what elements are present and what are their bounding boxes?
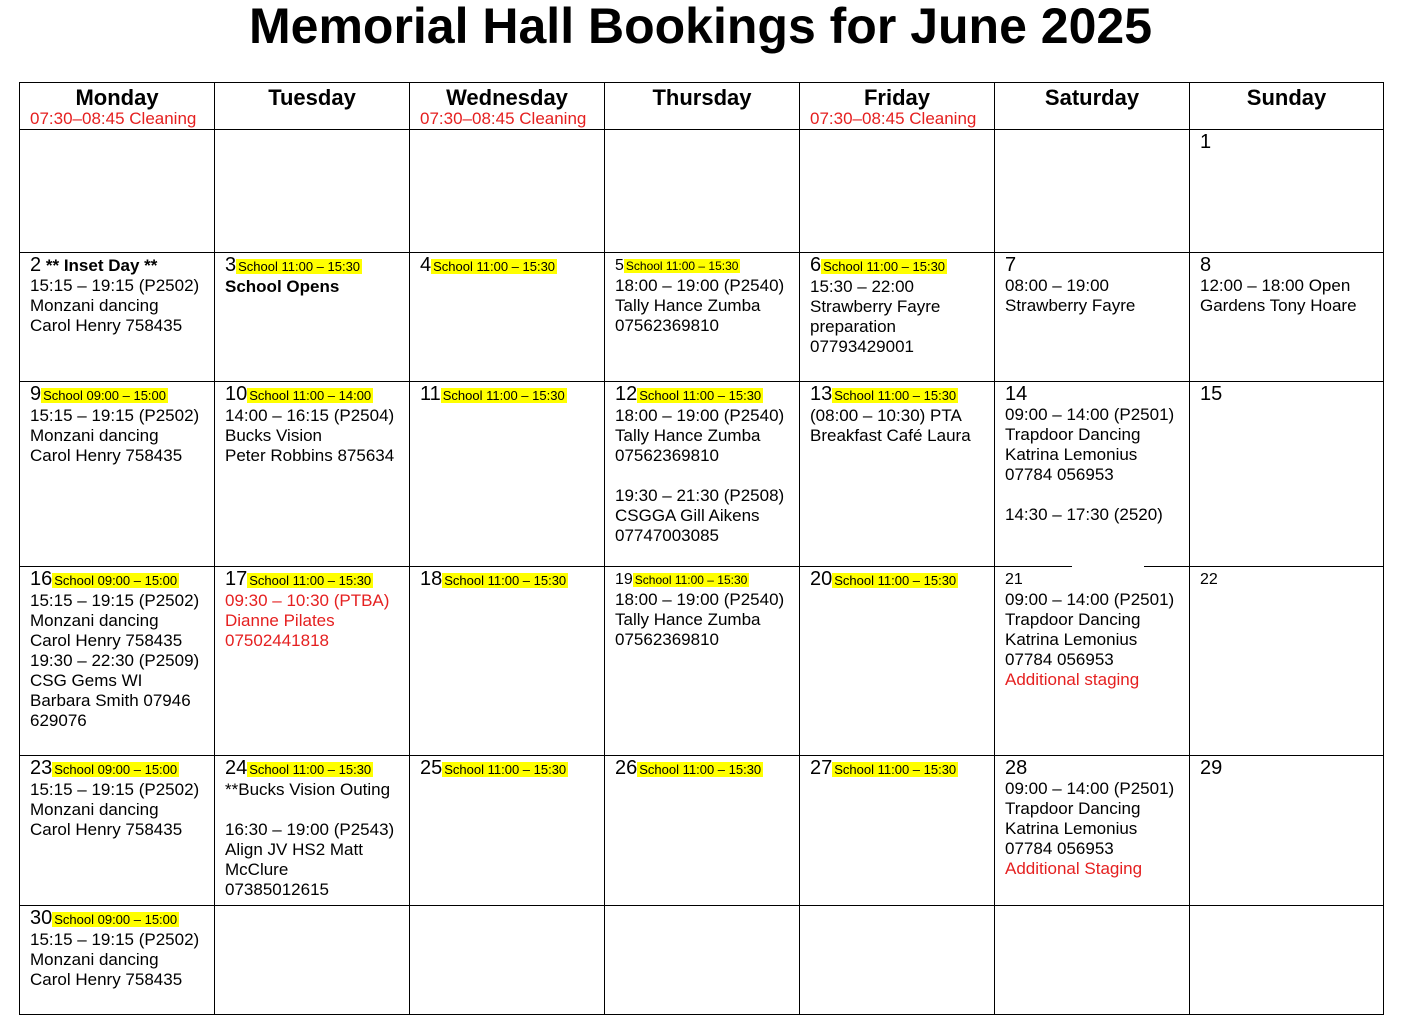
cleaning-note: 07:30–08:45 Cleaning	[420, 109, 587, 128]
week-row	[20, 130, 1384, 253]
school-hours-badge: School 11:00 – 14:00	[249, 388, 372, 403]
booking-line: Katrina Lemonius	[1005, 630, 1138, 649]
school-hours-badge: School 11:00 – 15:30	[639, 762, 762, 777]
booking-line: CSG Gems WI	[30, 671, 143, 690]
page-title: Memorial Hall Bookings for June 2025	[248, 0, 1153, 54]
booking-line: 19:30 – 21:30 (P2508)	[615, 486, 785, 505]
week-row	[20, 253, 1384, 382]
correction-mark	[1072, 563, 1144, 571]
empty-cell	[410, 130, 605, 253]
school-hours-badge: School 11:00 – 15:30	[639, 388, 762, 403]
booking-line: Gardens Tony Hoare	[1200, 296, 1357, 315]
booking-line: 12:00 – 18:00 Open	[1200, 276, 1351, 295]
day-number: 20	[810, 568, 833, 590]
day-cell-7	[995, 253, 1190, 382]
booking-line: 16:30 – 19:00 (P2543)	[225, 820, 395, 839]
spacer	[225, 800, 403, 820]
day-cell-13	[800, 382, 995, 567]
booking-line-red: Dianne Pilates	[225, 611, 335, 630]
day-cell-30	[20, 906, 215, 1015]
cleaning-note: 07:30–08:45 Cleaning	[30, 109, 197, 128]
weekday-name: Wednesday	[446, 85, 568, 110]
day-heading: School Opens	[225, 277, 340, 296]
day-number: 12	[615, 383, 638, 405]
booking-line: 14:00 – 16:15 (P2504)	[225, 406, 395, 425]
school-hours-badge: School 11:00 – 15:30	[823, 259, 946, 274]
day-number: 25	[420, 757, 443, 779]
day-number: 4	[420, 254, 432, 276]
day-cell-1	[1190, 130, 1384, 253]
weekday-header-tuesday	[215, 83, 410, 130]
weekday-name: Sunday	[1246, 85, 1327, 110]
day-cell-26	[605, 756, 800, 906]
booking-line: 15:15 – 19:15 (P2502)	[30, 276, 200, 295]
day-number: 2	[30, 254, 42, 276]
empty-cell	[20, 130, 215, 253]
day-cell-2	[20, 253, 215, 382]
booking-line: 07784 056953	[1005, 465, 1114, 484]
booking-line: Monzani dancing	[30, 296, 159, 315]
day-cell-16	[20, 567, 215, 756]
day-cell-17	[215, 567, 410, 756]
booking-line: Strawberry Fayre	[1005, 296, 1136, 315]
weekday-name: Thursday	[652, 85, 752, 110]
day-number: 14	[1005, 383, 1028, 405]
day-cell-20	[800, 567, 995, 756]
day-heading: ** Inset Day **	[45, 256, 158, 275]
school-hours-badge: School 09:00 – 15:00	[54, 573, 178, 588]
weekday-header-wednesday	[410, 83, 605, 130]
day-number: 16	[30, 568, 53, 590]
booking-line: Monzani dancing	[30, 950, 159, 969]
school-hours-badge: School 11:00 – 15:30	[834, 762, 957, 777]
day-cell-14	[995, 382, 1190, 567]
week-row	[20, 906, 1384, 1015]
school-hours-badge: School 11:00 – 15:30	[442, 388, 565, 403]
day-cell-5	[605, 253, 800, 382]
day-cell-18	[410, 567, 605, 756]
spacer	[1005, 485, 1183, 505]
day-number: 11	[420, 383, 441, 405]
booking-line: Monzani dancing	[30, 426, 159, 445]
empty-cell	[800, 130, 995, 253]
day-cell-9	[20, 382, 215, 567]
spacer	[615, 466, 793, 486]
school-hours-badge: School 11:00 – 15:30	[834, 573, 957, 588]
school-hours-badge: School 11:00 – 15:30	[444, 762, 567, 777]
empty-cell	[1190, 906, 1384, 1015]
day-number: 30	[30, 907, 53, 929]
day-number: 22	[1200, 571, 1218, 588]
day-cell-25	[410, 756, 605, 906]
booking-line-red: 07502441818	[225, 631, 330, 650]
booking-line: Carol Henry 758435	[30, 820, 183, 839]
booking-line: 07562369810	[615, 316, 720, 335]
week-row	[20, 567, 1384, 756]
booking-line: Barbara Smith 07946	[30, 691, 191, 710]
weekday-header-friday	[800, 83, 995, 130]
day-number: 27	[810, 757, 833, 779]
day-cell-22	[1190, 567, 1384, 756]
booking-line: 09:00 – 14:00 (P2501)	[1005, 590, 1175, 609]
booking-line: Bucks Vision	[225, 426, 323, 445]
booking-line: 15:30 – 22:00	[810, 277, 914, 296]
booking-line: 08:00 – 19:00	[1005, 276, 1109, 295]
day-number: 19	[615, 571, 633, 588]
day-number: 1	[1200, 131, 1212, 153]
day-cell-12	[605, 382, 800, 567]
cleaning-note: 07:30–08:45 Cleaning	[810, 109, 977, 128]
booking-line: Tally Hance Zumba	[615, 296, 761, 315]
day-cell-11	[410, 382, 605, 567]
booking-line: Tally Hance Zumba	[615, 610, 761, 629]
booking-line: 18:00 – 19:00 (P2540)	[615, 276, 785, 295]
booking-line: 07784 056953	[1005, 650, 1114, 669]
empty-cell	[215, 130, 410, 253]
booking-line-red: Additional staging	[1005, 670, 1140, 689]
booking-line: Breakfast Café Laura	[810, 426, 971, 445]
booking-line: CSGGA Gill Aikens	[615, 506, 760, 525]
day-number: 7	[1005, 254, 1017, 276]
booking-line: Tally Hance Zumba	[615, 426, 761, 445]
booking-line: 07793429001	[810, 337, 915, 356]
booking-line: 09:00 – 14:00 (P2501)	[1005, 405, 1175, 424]
booking-line: 09:00 – 14:00 (P2501)	[1005, 779, 1175, 798]
weekday-header-thursday	[605, 83, 800, 130]
weekday-name: Monday	[75, 85, 159, 110]
booking-line-red: 09:30 – 10:30 (PTBA)	[225, 591, 390, 610]
calendar-table	[19, 82, 1384, 1015]
school-hours-badge: School 09:00 – 15:00	[54, 762, 178, 777]
booking-line: 07784 056953	[1005, 839, 1114, 858]
booking-line: Carol Henry 758435	[30, 446, 183, 465]
week-row	[20, 382, 1384, 567]
day-cell-19	[605, 567, 800, 756]
day-cell-28	[995, 756, 1190, 906]
day-number: 13	[810, 383, 833, 405]
booking-line: 629076	[30, 711, 87, 730]
booking-line: 07747003085	[615, 526, 720, 545]
weekday-header-saturday	[995, 83, 1190, 130]
booking-line: 18:00 – 19:00 (P2540)	[615, 406, 785, 425]
booking-line: 19:30 – 22:30 (P2509)	[30, 651, 200, 670]
booking-line-red: Additional Staging	[1005, 859, 1143, 878]
school-hours-badge: School 09:00 – 15:00	[54, 912, 178, 927]
day-number: 9	[30, 383, 42, 405]
school-hours-badge: School 11:00 – 15:30	[433, 259, 556, 274]
school-hours-badge: School 11:00 – 15:30	[834, 388, 957, 403]
day-cell-21	[995, 567, 1190, 756]
weekday-header-sunday	[1190, 83, 1384, 130]
day-number: 15	[1200, 383, 1223, 405]
school-hours-badge: School 11:00 – 15:30	[634, 573, 748, 587]
booking-line: (08:00 – 10:30) PTA	[810, 406, 962, 425]
school-hours-badge: School 11:00 – 15:30	[249, 762, 372, 777]
day-number: 3	[225, 254, 237, 276]
empty-cell	[410, 906, 605, 1015]
booking-line: Peter Robbins 875634	[225, 446, 395, 465]
day-cell-6	[800, 253, 995, 382]
school-hours-badge: School 11:00 – 15:30	[444, 573, 567, 588]
booking-line: Monzani dancing	[30, 800, 159, 819]
day-cell-23	[20, 756, 215, 906]
day-cell-8	[1190, 253, 1384, 382]
school-hours-badge: School 11:00 – 15:30	[625, 259, 739, 273]
booking-line: Katrina Lemonius	[1005, 445, 1138, 464]
booking-line: Carol Henry 758435	[30, 970, 183, 989]
weekday-name: Friday	[863, 85, 931, 110]
empty-cell	[605, 906, 800, 1015]
booking-line: Carol Henry 758435	[30, 631, 183, 650]
day-cell-29	[1190, 756, 1384, 906]
day-number: 26	[615, 757, 638, 779]
calendar-body	[20, 130, 1384, 1015]
booking-line: preparation	[810, 317, 897, 336]
empty-cell	[800, 906, 995, 1015]
booking-line: McClure	[225, 860, 289, 879]
day-number: 29	[1200, 757, 1223, 779]
day-number: 21	[1005, 571, 1023, 588]
booking-line: Monzani dancing	[30, 611, 159, 630]
school-hours-badge: School 11:00 – 15:30	[249, 573, 372, 588]
day-cell-27	[800, 756, 995, 906]
empty-cell	[995, 906, 1190, 1015]
booking-line: 07562369810	[615, 630, 720, 649]
booking-line: Trapdoor Dancing	[1005, 425, 1141, 444]
booking-line: 15:15 – 19:15 (P2502)	[30, 591, 200, 610]
week-row	[20, 756, 1384, 906]
day-number: 28	[1005, 757, 1028, 779]
booking-line: Align JV HS2 Matt	[225, 840, 363, 859]
booking-line: Trapdoor Dancing	[1005, 610, 1141, 629]
booking-line: 15:15 – 19:15 (P2502)	[30, 406, 200, 425]
weekday-name: Saturday	[1044, 85, 1140, 110]
day-number: 6	[810, 254, 822, 276]
day-cell-24	[215, 756, 410, 906]
booking-line: Carol Henry 758435	[30, 316, 183, 335]
day-number: 5	[615, 257, 624, 274]
empty-cell	[215, 906, 410, 1015]
empty-cell	[605, 130, 800, 253]
day-cell-4	[410, 253, 605, 382]
booking-line: 15:15 – 19:15 (P2502)	[30, 780, 200, 799]
day-cell-3	[215, 253, 410, 382]
booking-line: Trapdoor Dancing	[1005, 799, 1141, 818]
booking-line: 18:00 – 19:00 (P2540)	[615, 590, 785, 609]
day-cell-15	[1190, 382, 1384, 567]
booking-line: Strawberry Fayre	[810, 297, 941, 316]
day-number: 24	[225, 757, 248, 779]
booking-line: 14:30 – 17:30 (2520)	[1005, 505, 1163, 524]
weekday-header-row	[20, 83, 1384, 130]
weekday-name: Tuesday	[268, 85, 356, 110]
day-number: 8	[1200, 254, 1212, 276]
day-number: 10	[225, 383, 248, 405]
day-number: 17	[225, 568, 248, 590]
booking-line: 07385012615	[225, 880, 330, 899]
weekday-header-monday	[20, 83, 215, 130]
day-number: 23	[30, 757, 53, 779]
booking-line: 15:15 – 19:15 (P2502)	[30, 930, 200, 949]
day-number: 18	[420, 568, 443, 590]
empty-cell	[995, 130, 1190, 253]
booking-line: **Bucks Vision Outing	[225, 780, 391, 799]
day-cell-10	[215, 382, 410, 567]
booking-line: Katrina Lemonius	[1005, 819, 1138, 838]
school-hours-badge: School 11:00 – 15:30	[238, 259, 361, 274]
school-hours-badge: School 09:00 – 15:00	[43, 388, 167, 403]
booking-line: 07562369810	[615, 446, 720, 465]
